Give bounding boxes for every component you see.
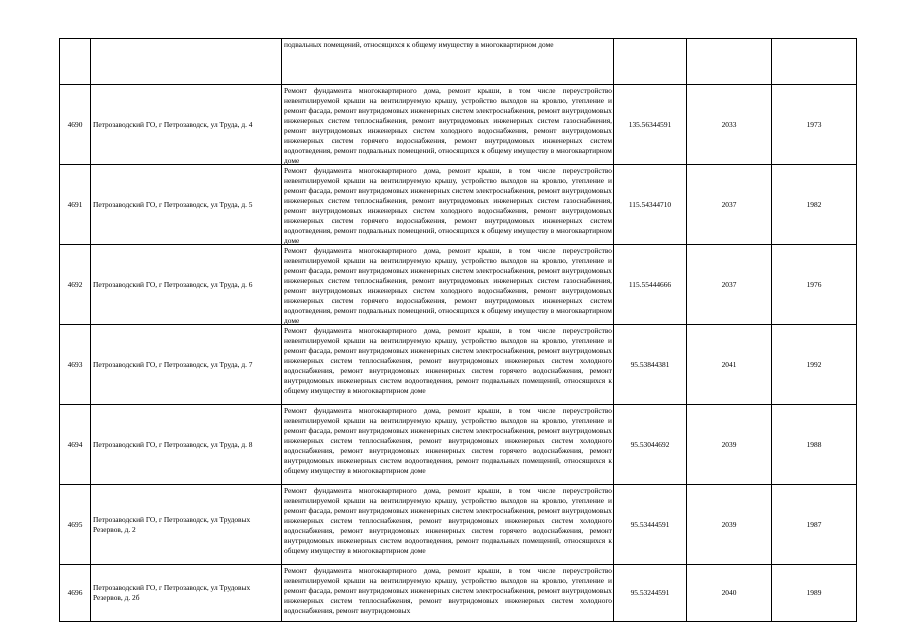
- area-cell: 95.53444591: [614, 485, 687, 565]
- area-cell: 95.53844381: [614, 325, 687, 405]
- table-row: [60, 565, 857, 622]
- address-cell: [91, 85, 282, 165]
- area-cell: [614, 39, 687, 85]
- built-year-cell: 1989: [772, 565, 857, 622]
- table-row: [60, 165, 857, 245]
- table-row: [60, 485, 857, 565]
- built-year-cell: 1992: [772, 325, 857, 405]
- built-year-cell: [772, 39, 857, 85]
- row-number: 4690: [60, 85, 91, 165]
- area-cell: 115.54344710: [614, 165, 687, 245]
- works-text: Ремонт фундамента многоквартирного дома, ремонт крыши, в том числе переустройство невентилируемой крыши на вентилируемую крышу, устройство выходов на кровлю, утепление и ремонт фасада, ремонт внутридомовых инженерных систем электроснабжения, ремонт внутридомовых инженерных систем теплоснабжения, ремонт внутридомовых инженерных систем газоснабжения, ремонт внутридомовых инженерных систем холодного водоснабжения, ремонт внутридомовых инженерных систем горячего водоснабжения, ремонт внутридомовых инженерных систем водоотведения, ремонт подвальных помещений, относящихся к общему имуществу в многоквартирном доме: [284, 165, 612, 244]
- row-number: 4692: [60, 245, 91, 325]
- area-cell: 115.55444666: [614, 245, 687, 325]
- works-text: Ремонт фундамента многоквартирного дома, ремонт крыши, в том числе переустройство невентилируемой крыши на вентилируемую крышу, устройство выходов на кровлю, утепление и ремонт фасада, ремонт внутридомовых инженерных систем электроснабжения, ремонт внутридомовых инженерных систем теплоснабжения, ремонт внутридомовых инженерных систем холодного водоснабжения, ремонт внутридомовых: [284, 565, 612, 615]
- address-cell: [91, 405, 282, 485]
- plan-year-cell: 2039: [687, 485, 772, 565]
- works-text: Ремонт фундамента многоквартирного дома, ремонт крыши, в том числе переустройство невентилируемой крыши на вентилируемую крышу, устройство выходов на кровлю, утепление и ремонт фасада, ремонт внутридомовых инженерных систем электроснабжения, ремонт внутридомовых инженерных систем теплоснабжения, ремонт внутридомовых инженерных систем холодного водоснабжения, ремонт внутридомовых инженерных систем горячего водоснабжения, ремонт внутридомовых инженерных систем водоотведения, ремонт подвальных помещений, относящихся к общему имуществу в многоквартирном доме: [284, 325, 612, 395]
- works-text: Ремонт фундамента многоквартирного дома, ремонт крыши, в том числе переустройство невентилируемой крыши на вентилируемую крышу, устройство выходов на кровлю, утепление и ремонт фасада, ремонт внутридомовых инженерных систем электроснабжения, ремонт внутридомовых инженерных систем теплоснабжения, ремонт внутридомовых инженерных систем газоснабжения, ремонт внутридомовых инженерных систем холодного водоснабжения, ремонт внутридомовых инженерных систем горячего водоснабжения, ремонт внутридомовых инженерных систем водоотведения, ремонт подвальных помещений, относящихся к общему имуществу в многоквартирном доме: [284, 85, 612, 164]
- built-year-cell: 1973: [772, 85, 857, 165]
- works-text: Ремонт фундамента многоквартирного дома, ремонт крыши, в том числе переустройство невентилируемой крыши на вентилируемую крышу, устройство выходов на кровлю, утепление и ремонт фасада, ремонт внутридомовых инженерных систем электроснабжения, ремонт внутридомовых инженерных систем теплоснабжения, ремонт внутридомовых инженерных систем холодного водоснабжения, ремонт внутридомовых инженерных систем горячего водоснабжения, ремонт внутридомовых инженерных систем водоотведения, ремонт подвальных помещений, относящихся к общему имуществу в многоквартирном доме: [284, 405, 612, 475]
- works-cell: [282, 405, 614, 485]
- address-text: Петрозаводский ГО, г Петрозаводск, ул Труда, д. 4: [93, 119, 253, 129]
- row-number: 4696: [60, 565, 91, 622]
- table-row: [60, 405, 857, 485]
- plan-year-cell: 2037: [687, 245, 772, 325]
- plan-year-cell: 2039: [687, 405, 772, 485]
- address-text: Петрозаводский ГО, г Петрозаводск, ул Труда, д. 5: [93, 199, 253, 209]
- built-year-cell: 1988: [772, 405, 857, 485]
- plan-year-cell: 2041: [687, 325, 772, 405]
- plan-year-cell: 2037: [687, 165, 772, 245]
- address-text: Петрозаводский ГО, г Петрозаводск, ул Трудовых Резервов, д. 2: [93, 514, 251, 534]
- area-cell: 95.53244591: [614, 565, 687, 622]
- works-text: Ремонт фундамента многоквартирного дома, ремонт крыши, в том числе переустройство невентилируемой крыши на вентилируемую крышу, устройство выходов на кровлю, утепление и ремонт фасада, ремонт внутридомовых инженерных систем электроснабжения, ремонт внутридомовых инженерных систем теплоснабжения, ремонт внутридомовых инженерных систем газоснабжения, ремонт внутридомовых инженерных систем холодного водоснабжения, ремонт внутридомовых инженерных систем горячего водоснабжения, ремонт внутридомовых инженерных систем водоотведения, ремонт подвальных помещений, относящихся к общему имуществу в многоквартирном доме: [284, 245, 612, 324]
- works-cell: [282, 39, 614, 85]
- address-text: Петрозаводский ГО, г Петрозаводск, ул Труда, д. 8: [93, 439, 253, 449]
- works-cell: [282, 165, 614, 245]
- address-text: Петрозаводский ГО, г Петрозаводск, ул Трудовых Резервов, д. 2б: [93, 583, 251, 602]
- built-year-cell: 1976: [772, 245, 857, 325]
- plan-year-cell: 2033: [687, 85, 772, 165]
- built-year-cell: 1987: [772, 485, 857, 565]
- repair-registry-table: [59, 38, 857, 622]
- address-cell: [91, 245, 282, 325]
- row-number: [60, 39, 91, 85]
- address-cell: [91, 39, 282, 85]
- address-cell: [91, 485, 282, 565]
- works-text: Ремонт фундамента многоквартирного дома, ремонт крыши, в том числе переустройство невентилируемой крыши на вентилируемую крышу, устройство выходов на кровлю, утепление и ремонт фасада, ремонт внутридомовых инженерных систем электроснабжения, ремонт внутридомовых инженерных систем теплоснабжения, ремонт внутридомовых инженерных систем холодного водоснабжения, ремонт внутридомовых инженерных систем горячего водоснабжения, ремонт внутридомовых инженерных систем водоотведения, ремонт подвальных помещений, относящихся к общему имуществу в многоквартирном доме: [284, 485, 612, 555]
- table-row: [60, 39, 857, 85]
- plan-year-cell: [687, 39, 772, 85]
- works-cell: [282, 245, 614, 325]
- row-number: 4693: [60, 325, 91, 405]
- row-number: 4694: [60, 405, 91, 485]
- works-cell: [282, 85, 614, 165]
- address-text: Петрозаводский ГО, г Петрозаводск, ул Труда, д. 6: [93, 279, 253, 289]
- area-cell: 135.56344591: [614, 85, 687, 165]
- address-cell: [91, 165, 282, 245]
- address-cell: [91, 565, 282, 622]
- built-year-cell: 1982: [772, 165, 857, 245]
- works-cell: [282, 325, 614, 405]
- works-text: подвальных помещений, относящихся к общему имуществу в многоквартирном доме: [284, 39, 554, 49]
- address-cell: [91, 325, 282, 405]
- row-number: 4691: [60, 165, 91, 245]
- table-row: [60, 85, 857, 165]
- plan-year-cell: 2040: [687, 565, 772, 622]
- works-cell: [282, 565, 614, 622]
- table-row: [60, 245, 857, 325]
- area-cell: 95.53044692: [614, 405, 687, 485]
- address-text: Петрозаводский ГО, г Петрозаводск, ул Труда, д. 7: [93, 359, 253, 369]
- works-cell: [282, 485, 614, 565]
- row-number: 4695: [60, 485, 91, 565]
- table-row: [60, 325, 857, 405]
